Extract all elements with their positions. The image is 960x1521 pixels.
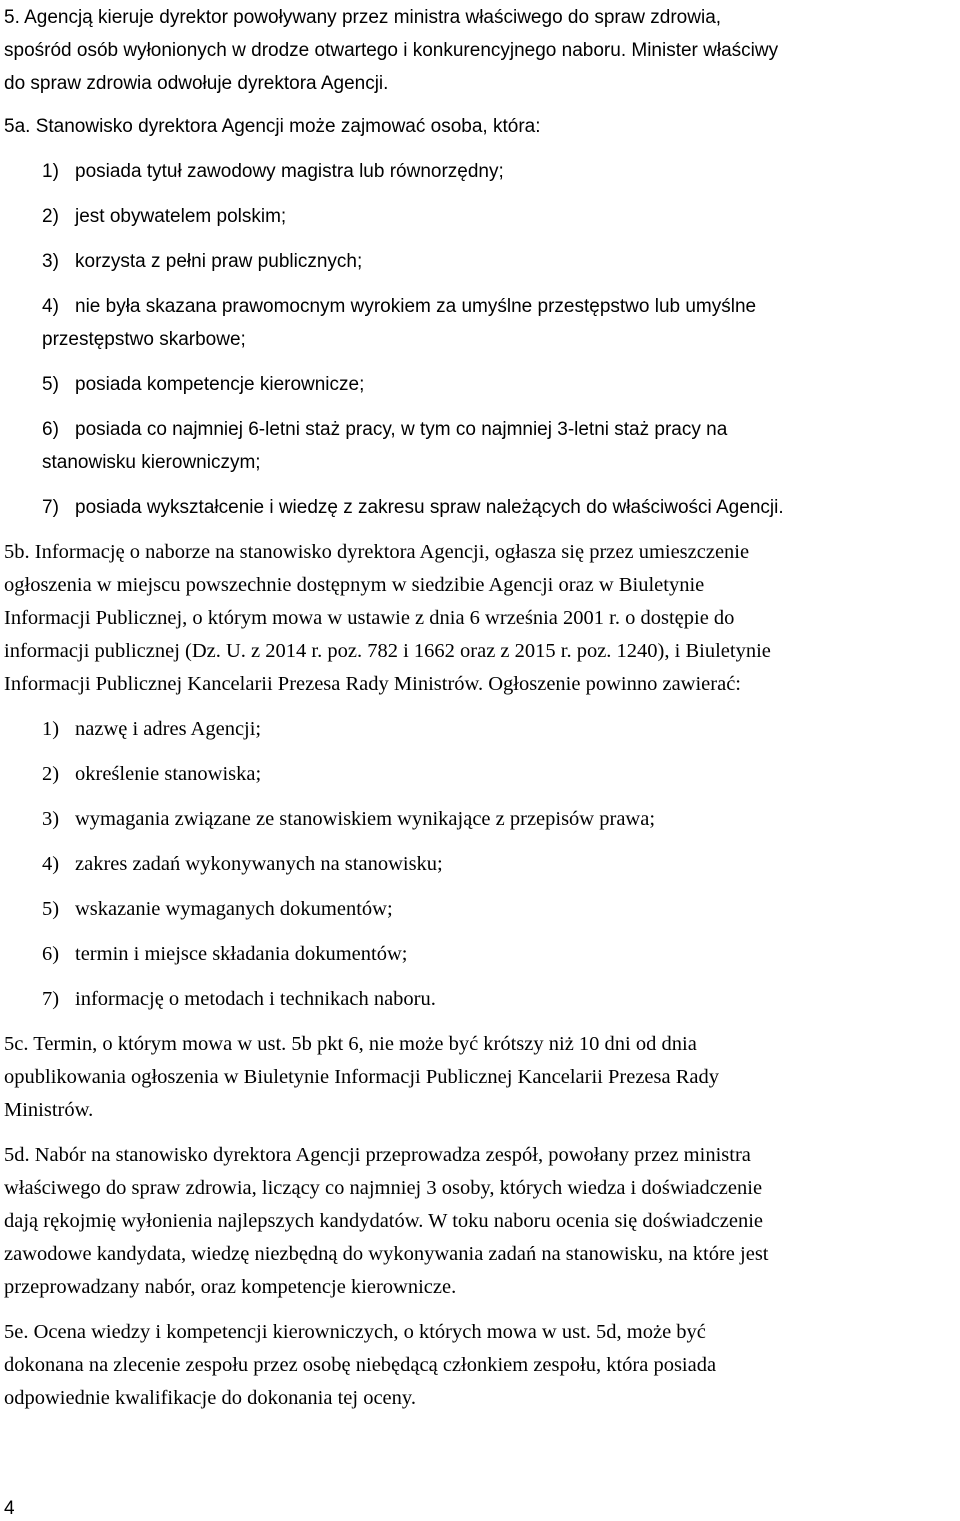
page-number: 4 [4, 1498, 15, 1519]
list-item-text: posiada wykształcenie i wiedzę z zakresu spraw należących do właściwości Agencji. [75, 497, 784, 518]
list-item-text: informację o metodach i technikach naboru. [75, 988, 436, 1010]
list-item [4, 155, 958, 188]
section-5d-line: 5d. Nabór na stanowisko dyrektora Agencji przeprowadza zespół, powołany przez ministra [4, 1144, 751, 1166]
section-5d [4, 1139, 958, 1304]
list-item-number: 7) [42, 988, 60, 1010]
list-item-text: zakres zadań wykonywanych na stanowisku; [75, 853, 443, 875]
list-item [4, 368, 958, 401]
list-item-number: 4) [42, 853, 60, 875]
section-5e-line: odpowiednie kwalifikacje do dokonania tej oceny. [4, 1387, 416, 1409]
section-5c-line: Ministrów. [4, 1099, 94, 1121]
section-5-line: 5. Agencją kieruje dyrektor powoływany przez ministra właściwego do spraw zdrowia, [4, 7, 722, 28]
list-item-text-continuation: stanowisku kierowniczym; [42, 452, 261, 473]
list-item-text: określenie stanowiska; [75, 763, 262, 785]
list-item-text-continuation: przestępstwo skarbowe; [42, 329, 246, 350]
list-item-text: termin i miejsce składania dokumentów; [75, 943, 408, 965]
list-item [4, 938, 958, 971]
list-item [4, 803, 958, 836]
section-5c-line: opublikowania ogłoszenia w Biuletynie Informacji Publicznej Kancelarii Prezesa Rady [4, 1066, 719, 1088]
list-item [4, 758, 958, 791]
list-item-number: 3) [42, 251, 59, 272]
list-item-text: nazwę i adres Agencji; [75, 718, 262, 740]
list-item-number: 1) [42, 161, 59, 182]
list-item [4, 893, 958, 926]
section-5a-intro: 5a. Stanowisko dyrektora Agencji może zajmować osoba, która: [4, 116, 541, 137]
section-5b-list [4, 713, 958, 1016]
section-5d-line: właściwego do spraw zdrowia, liczący co najmniej 3 osoby, których wiedza i doświadczenie [4, 1177, 763, 1199]
list-item-number: 2) [42, 763, 60, 785]
list-item-text: wymagania związane ze stanowiskiem wynikające z przepisów prawa; [75, 808, 656, 830]
list-item [4, 848, 958, 881]
section-5d-line: przeprowadzany nabór, oraz kompetencje kierownicze. [4, 1276, 457, 1298]
section-5d-line: zawodowe kandydata, wiedzę niezbędną do wykonywania zadań na stanowisku, na które jest [4, 1243, 769, 1265]
list-item-number: 3) [42, 808, 60, 830]
list-item-text: posiada tytuł zawodowy magistra lub równorzędny; [75, 161, 504, 182]
section-5-line: do spraw zdrowia odwołuje dyrektora Agencji. [4, 73, 389, 94]
list-item [4, 290, 958, 356]
list-item-number: 1) [42, 718, 60, 740]
section-5d-line: dają rękojmię wyłonienia najlepszych kandydatów. W toku naboru ocenia się doświadczenie [4, 1210, 764, 1232]
list-item-text: nie była skazana prawomocnym wyrokiem za umyślne przestępstwo lub umyślne [75, 296, 757, 317]
section-5b-line: 5b. Informację o naborze na stanowisko dyrektora Agencji, ogłasza się przez umieszczenie [4, 541, 750, 563]
section-5e-line: dokonana na zlecenie zespołu przez osobę niebędącą członkiem zespołu, która posiada [4, 1354, 717, 1376]
list-item-number: 6) [42, 943, 60, 965]
list-item-number: 7) [42, 497, 59, 518]
section-5c [4, 1028, 958, 1127]
list-item-text: jest obywatelem polskim; [75, 206, 287, 227]
section-5c-line: 5c. Termin, o którym mowa w ust. 5b pkt 6, nie może być krótszy niż 10 dni od dnia [4, 1033, 697, 1055]
list-item-text: wskazanie wymaganych dokumentów; [75, 898, 393, 920]
list-item [4, 245, 958, 278]
list-item-number: 6) [42, 419, 59, 440]
section-5a-list [4, 155, 958, 524]
document-page [4, 1, 958, 1415]
section-5e-line: 5e. Ocena wiedzy i kompetencji kierowniczych, o których mowa w ust. 5d, może być [4, 1321, 706, 1343]
list-item-number: 4) [42, 296, 59, 317]
section-5e [4, 1316, 958, 1415]
section-5b-line: informacji publicznej (Dz. U. z 2014 r. poz. 782 i 1662 oraz z 2015 r. poz. 1240), i Biuletynie [4, 640, 771, 662]
list-item [4, 713, 958, 746]
list-item-number: 2) [42, 206, 59, 227]
section-5b-line: Informacji Publicznej, o którym mowa w ustawie z dnia 6 września 2001 r. o dostępie do [4, 607, 735, 629]
list-item [4, 491, 958, 524]
section-5b [4, 536, 958, 701]
list-item [4, 200, 958, 233]
list-item [4, 983, 958, 1016]
section-5 [4, 1, 958, 100]
list-item-number: 5) [42, 374, 59, 395]
section-5-line: spośród osób wyłonionych w drodze otwartego i konkurencyjnego naboru. Minister właściwy [4, 40, 779, 61]
list-item-text: posiada kompetencje kierownicze; [75, 374, 365, 395]
list-item-text: posiada co najmniej 6-letni staż pracy, w tym co najmniej 3-letni staż pracy na [75, 419, 728, 440]
list-item-number: 5) [42, 898, 60, 920]
list-item [4, 413, 958, 479]
list-item-text: korzysta z pełni praw publicznych; [75, 251, 363, 272]
section-5b-line: Informacji Publicznej Kancelarii Prezesa Rady Ministrów. Ogłoszenie powinno zawierać: [4, 673, 741, 695]
section-5a [4, 110, 958, 143]
section-5b-line: ogłoszenia w miejscu powszechnie dostępnym w siedzibie Agencji oraz w Biuletynie [4, 574, 705, 596]
